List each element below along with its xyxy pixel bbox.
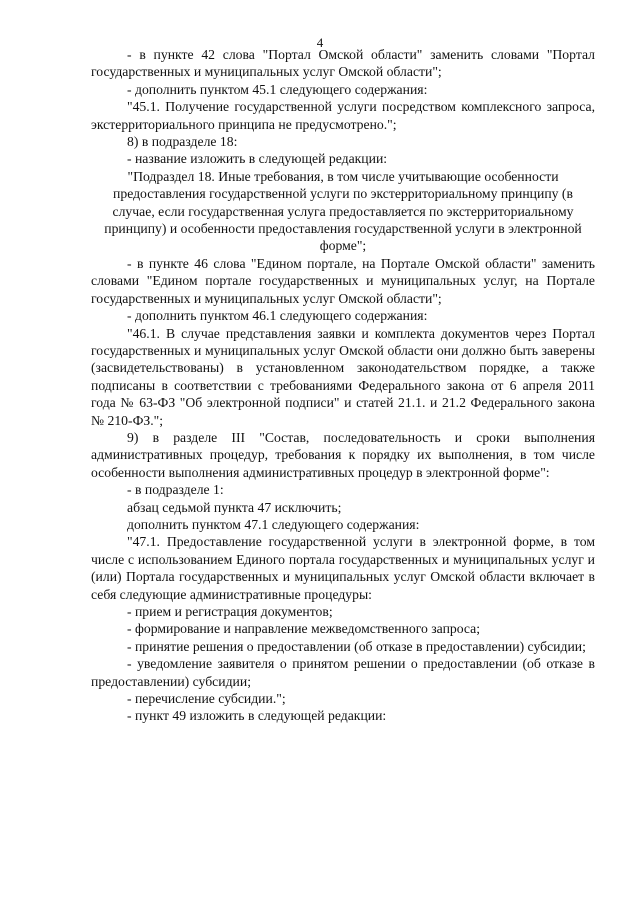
paragraph: - формирование и направление межведомственного запроса;: [127, 621, 481, 637]
paragraph: - перечисление субсидии.";: [127, 691, 286, 707]
paragraph: - дополнить пунктом 45.1 следующего содержания:: [127, 81, 428, 97]
paragraph: "46.1. В случае представления заявки и комплекта документов через Портал государственных и муниципальных услуг Омской области они должно быть заверены (засвидетельствованы) в установленном законодательством порядке, а также подписаны в соответствии с требованиями Федерального закона от 6 апреля 2011 года № 63-ФЗ "Об электронной подписи" и статей 21.1. и 21.2 Федерального закона № 210-ФЗ.";: [91, 325, 595, 428]
paragraph: - дополнить пунктом 46.1 следующего содержания:: [127, 308, 428, 324]
paragraph: 9) в разделе III "Состав, последовательность и сроки выполнения административных процедур, требования к порядку их выполнения, в том числе особенности выполнения административных процедур в электронной форме":: [91, 429, 595, 480]
paragraph: - название изложить в следующей редакции:: [127, 151, 388, 167]
paragraph: "45.1. Получение государственной услуги посредством комплексного запроса, экстерриториального принципа не предусмотрено.";: [91, 99, 595, 132]
paragraph: - в пункте 42 слова "Портал Омской области" заменить словами "Портал государственных и муниципальных услуг Омской области";: [91, 47, 595, 80]
document-body: [91, 46, 595, 725]
paragraph: - пункт 49 изложить в следующей редакции:: [127, 708, 387, 724]
paragraph: - принятие решения о предоставлении (об отказе в предоставлении) субсидии;: [127, 638, 586, 654]
page-number: 4: [316, 35, 324, 50]
subsection-title: "Подраздел 18. Иные требования, в том числе учитывающие особенности предоставления государственной услуги по экстерриториальному принципу (в случае, если государственная услуга предоставляется по экстерриториальному принципу) и особенности предоставления государственной услуги в электронной форме";: [104, 168, 582, 254]
paragraph: 8) в подразделе 18:: [127, 134, 238, 150]
paragraph: - в пункте 46 слова "Едином портале, на Портале Омской области" заменить словами "Едином портале государственных и муниципальных услуг, на Портале государственных и муниципальных услуг Омской области";: [91, 255, 595, 306]
paragraph: - прием и регистрация документов;: [127, 604, 333, 619]
paragraph: - уведомление заявителя о принятом решении о предоставлении (об отказе в предоставлении) субсидии;: [91, 656, 595, 689]
paragraph: абзац седьмой пункта 47 исключить;: [127, 499, 342, 515]
paragraph: "47.1. Предоставление государственной услуги в электронной форме, в том числе с использованием Единого портала государственных и муниципальных услуг и (или) Портала государственных и муниципальных услуг Омской области включает в себя следующие административные процедуры:: [91, 534, 595, 602]
paragraph: - в подразделе 1:: [127, 482, 224, 498]
paragraph: дополнить пунктом 47.1 следующего содержания:: [127, 516, 420, 532]
